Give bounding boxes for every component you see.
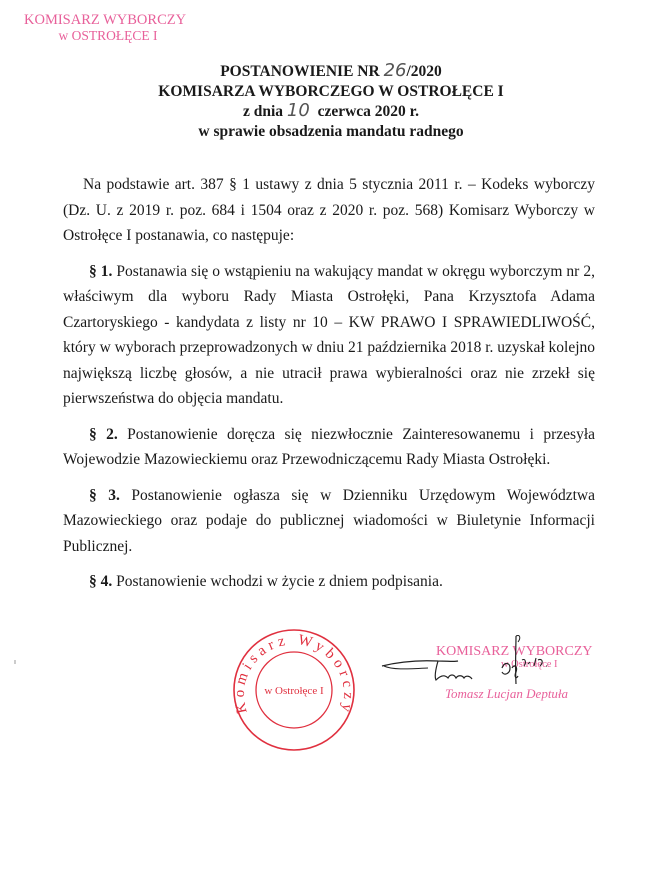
subject-line: w sprawie obsadzenia mandatu radnego: [198, 122, 464, 140]
intro-paragraph: Na podstawie art. 387 § 1 ustawy z dnia 5 stycznia 2011 r. – Kodeks wyborczy (Dz. U. z 2019 r. poz. 684 i 1504 oraz z 2020 r. poz. 568) Komisarz Wyborczy w Ostrołęce I postanawia, co następuje:: [63, 176, 595, 244]
section-label: § 4.: [89, 573, 113, 590]
section-text: Postanawia się o wstąpieniu na wakujący mandat w okręgu wyborczym nr 2, właściwym dla wyboru Rady Miasta Ostrołęki, Pana Krzysztofa Adama Czartoryskiego - kandydata z listy nr 10 – KW PRAWO I SPRAWIEDLIWOŚĆ, który w wyborach przeprowadzonych w dniu 21 października 2018 r. uzyskał kolejno największą liczbę głosów, a nie utracił prawa wybieralności oraz nie zrzekł się pierwszeństwa do objęcia mandatu.: [63, 262, 596, 407]
official-round-seal: [226, 622, 362, 758]
document-header: [0, 61, 662, 141]
date-prefix: z dnia: [242, 103, 284, 120]
section-label: § 1.: [89, 262, 113, 280]
corner-office-stamp: [24, 12, 186, 44]
signatory-stamp-office: w Ostrołęce I: [500, 659, 558, 670]
paragraph-1: [63, 259, 595, 412]
section-text: Postanowienie ogłasza się w Dzienniku Urzędowym Województwa Mazowieckiego oraz podaje do publicznej wiadomości w Biuletynie Informacji Publicznej.: [63, 486, 595, 555]
seal-center-text: w Ostrołęce I: [264, 685, 324, 697]
corner-stamp-line1: KOMISARZ WYBORCZY: [24, 12, 187, 28]
scan-artifact: [14, 660, 16, 664]
document-body: [63, 172, 595, 595]
handwritten-signature: [378, 628, 608, 718]
title-prefix: POSTANOWIENIE NR: [220, 63, 380, 80]
section-text: Postanowienie doręcza się niezwłocznie Zainteresowanemu i przesyła Wojewodzie Mazowieckiemu oraz Przewodniczącemu Rady Miasta Ostrołęki.: [63, 425, 596, 468]
document-title: [0, 61, 662, 82]
date-suffix: czerwca 2020 r.: [317, 103, 420, 120]
signature-block: [378, 628, 608, 718]
section-text: Postanowienie wchodzi w życie z dniem podpisania.: [112, 573, 443, 590]
seal-ring-text: Komisarz Wyborczy: [231, 632, 357, 718]
paragraph-4: [63, 569, 595, 595]
signatory-stamp-title: KOMISARZ WYBORCZY: [436, 644, 593, 659]
paragraph-3: [63, 483, 595, 560]
issuer-line: KOMISARZA WYBORCZEGO W OSTROŁĘCE I: [158, 82, 504, 100]
handwritten-day: 10: [286, 100, 310, 121]
section-label: § 3.: [89, 486, 120, 504]
signatory-name: Tomasz Lucjan Deptuła: [445, 686, 569, 701]
paragraph-2: [63, 422, 595, 473]
date-line: [0, 101, 662, 122]
title-suffix: /2020: [406, 63, 442, 80]
handwritten-number: 26: [383, 60, 407, 81]
section-label: § 2.: [89, 425, 118, 443]
corner-stamp-line2: w OSTROŁĘCE I: [58, 28, 158, 43]
